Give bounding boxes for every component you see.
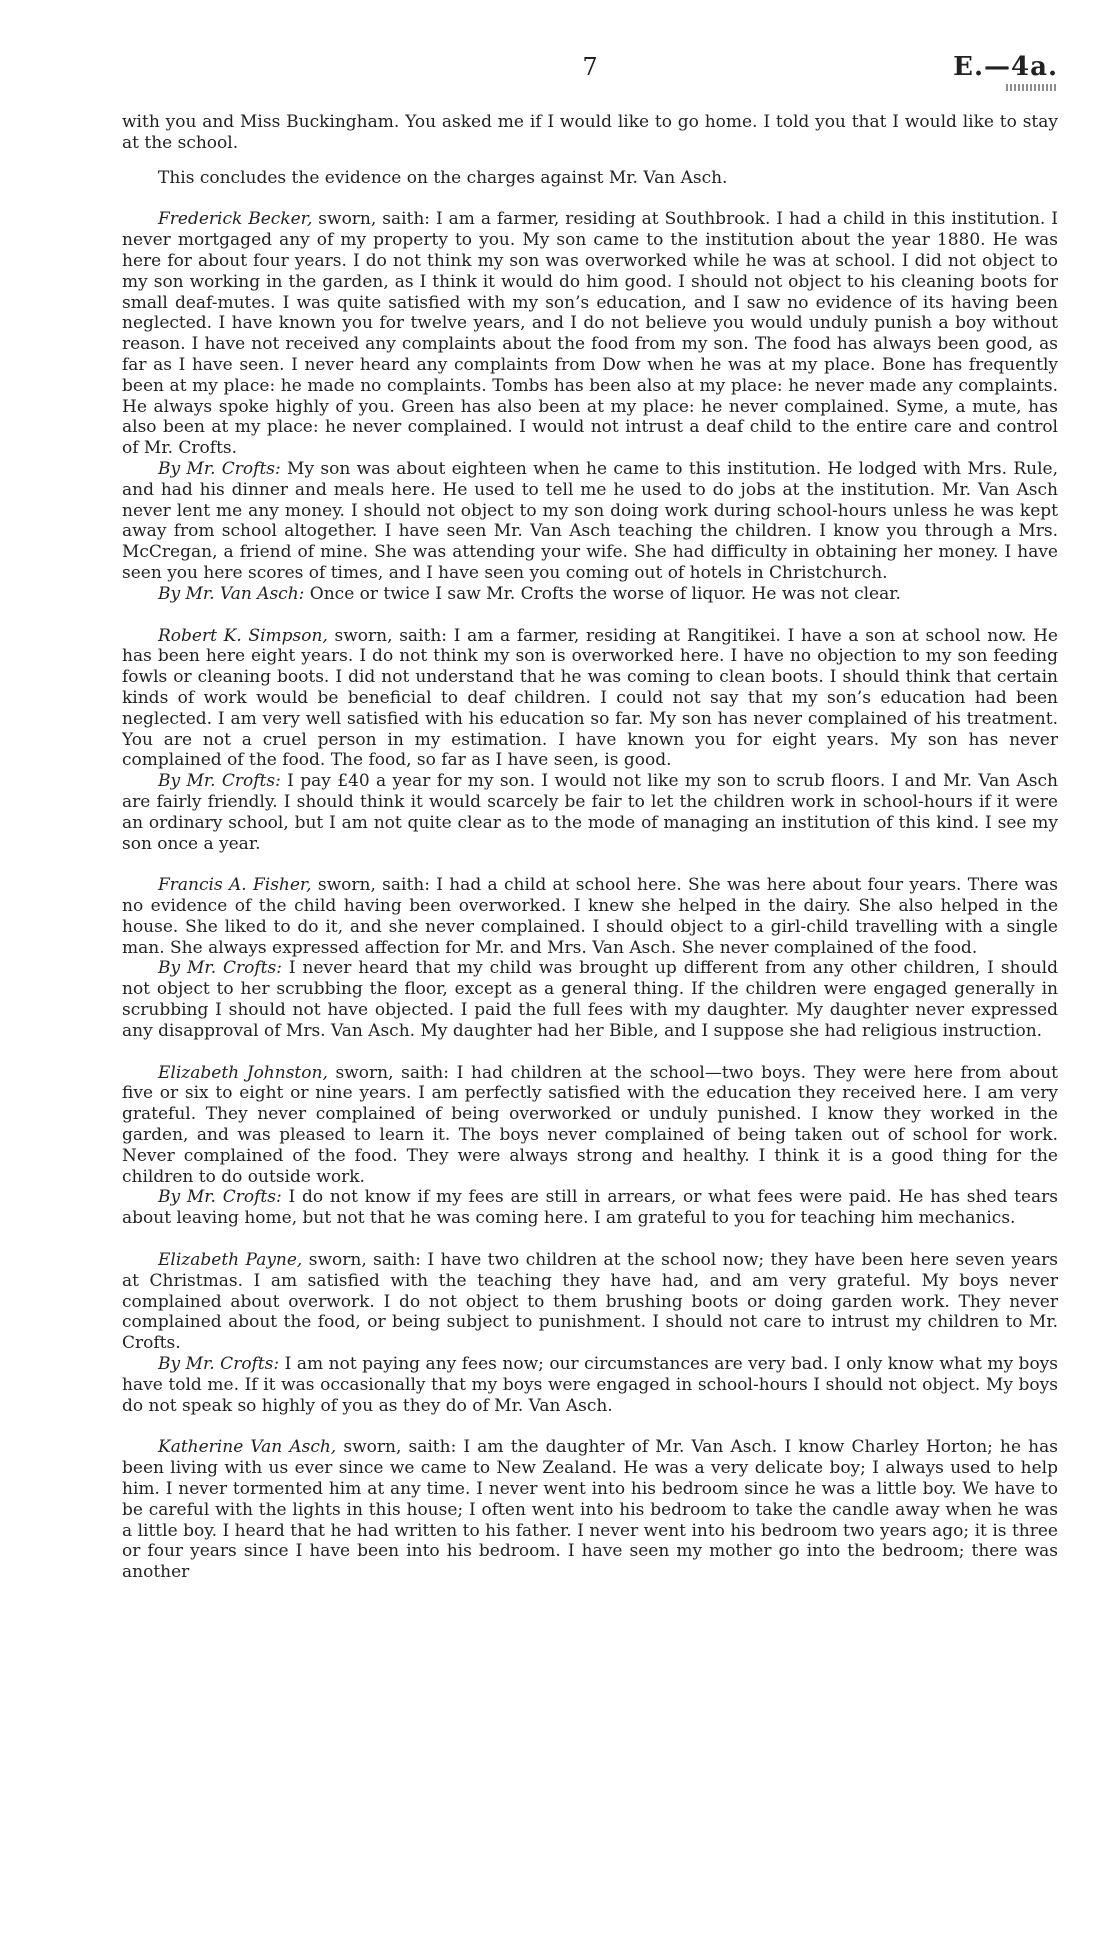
- witness-name: Elizabeth Payne,: [158, 1250, 303, 1271]
- testimony-johnston: Elizabeth Johnston, sworn, saith: I had children at the school—two boys. They were here from about five or six to eight or nine years. I am perfectly satisfied with the education they received here. I am very grateful. They never complained of being overworked or unduly punished. I know they worked in the garden, and was pleased to learn it. The boys never complained of being taken out of school for work. Never complained of the food. They were always strong and healthy. I think it is a good thing for the children to do outside work.: [122, 1062, 1059, 1187]
- cross-examination: By Mr. Crofts: My son was about eighteen when he came to this institution. He lodged with Mrs. Rule, and had his dinner and meals here. He used to tell me he used to do jobs at the institution. Mr. Van Asch never lent me any money. I should not object to my son doing work during school-hours unless he was kept away from school altogether. I have seen Mr. Van Asch teaching the children. I know you through a Mrs. McCregan, a friend of mine. She was attending your wife. She had difficulty in obtaining her money. I have seen you here scores of times, and I have seen you coming out of hotels in Christchurch.: [122, 458, 1058, 583]
- testimony-van-asch: Katherine Van Asch, sworn, saith: I am the daughter of Mr. Van Asch. I know Charley Horton; he has been living with us ever since we came to New Zealand. He was a very delicate boy; I always used to help him. I never tormented him at any time. I never went into his bedroom since he was a little boy. We have to be careful with the lights in this house; I often went into his bedroom to take the candle away when he was a little boy. I heard that he had written to his father. I never went into his bedroom two years ago; it is three or four years since I have been into his bedroom. I have seen my mother go into the bedroom; there was another: [122, 1437, 1058, 1583]
- witness-name: Francis A. Fisher,: [158, 875, 312, 896]
- printer-mark: [1006, 84, 1056, 91]
- cross-examination: By Mr. Van Asch: Once or twice I saw Mr. Crofts the worse of liquor. He was not clear.: [158, 583, 901, 604]
- examiner-label: By Mr. Van Asch:: [158, 583, 305, 604]
- page-header: [122, 52, 1058, 92]
- document-reference: E.—4a.: [953, 52, 1058, 82]
- cross-examination: By Mr. Crofts: I do not know if my fees are still in arrears, or what fees were paid. He has shed tears about leaving home, but not that he was coming here. I am grateful to you for teaching him mechanics.: [122, 1187, 1058, 1229]
- examiner-label: By Mr. Crofts:: [158, 1354, 280, 1375]
- examiner-label: By Mr. Crofts:: [158, 958, 282, 979]
- paragraph-continuation: with you and Miss Buckingham. You asked me if I would like to go home. I told you that I would like to stay at the school.: [122, 112, 1058, 153]
- cross-examination: By Mr. Crofts: I never heard that my child was brought up different from any other children, I should not object to her scrubbing the floor, except as a general thing. If the children were engaged generally in scrubbing I should not have objected. I paid the full fees with my daughter. My daughter never expressed any disapproval of Mrs. Van Asch. My daughter had her Bible, and I suppose she had religious instruction.: [122, 958, 1058, 1041]
- body-text: [122, 112, 1058, 1583]
- testimony-payne: Elizabeth Payne, sworn, saith: I have two children at the school now; they have been here seven years at Christmas. I am satisfied with the teaching they have had, and am very grateful. My boys never complained about overwork. I do not object to them brushing boots or doing garden work. They never complained about the food, or being subject to punishment. I should not care to intrust my children to Mr. Crofts.: [122, 1250, 1058, 1354]
- testimony-becker: Frederick Becker, sworn, saith: I am a farmer, residing at Southbrook. I had a child in this institution. I never mortgaged any of my property to you. My son came to the institution about the year 1880. He was here for about four years. I do not think my son was overworked while he was at school. I did not object to my son working in the garden, as I think it would do him good. I should not object to his cleaning boots for small deaf-mutes. I was quite satisfied with my son’s education, and I saw no evidence of its having been neglected. I have known you for twelve years, and I do not believe you would unduly punish a boy without reason. I have not received any complaints about the food from my son. The food has always been good, as far as I have seen. I never heard any complaints from Dow when he was at my place. Bone has frequently been at my place: he made no complaints. Tombs has been also at my place: he never made any complaints. He always spoke highly of you. Green has also been at my place: he never complained. Syme, a mute, has also been at my place: he never complained. I would not intrust a deaf child to the entire care and control of Mr. Crofts.: [122, 209, 1058, 459]
- witness-name: Robert K. Simpson,: [158, 625, 328, 646]
- testimony-simpson: Robert K. Simpson, sworn, saith: I am a farmer, residing at Rangitikei. I have a son at school now. He has been here eight years. I do not think my son is overworked here. I have no objection to my son feeding fowls or cleaning boots. I did not understand that he was coming to clean boots. I should think that certain kinds of work would be beneficial to deaf children. I could not say that my son’s education had been neglected. I am very well satisfied with his education so far. My son has never complained of his treatment. You are not a cruel person in my estimation. I have known you for eight years. My son has never complained of the food. The food, so far as I have seen, is good.: [122, 625, 1058, 771]
- cross-examination: By Mr. Crofts: I pay £40 a year for my son. I would not like my son to scrub floors. I and Mr. Van Asch are fairly friendly. I should think it would scarcely be fair to let the children work in school-hours if it were an ordinary school, but I am not quite clear as to the mode of managing an institution of this kind. I see my son once a year.: [122, 771, 1058, 854]
- witness-name: Elizabeth Johnston,: [158, 1062, 328, 1083]
- examiner-label: By Mr. Crofts:: [158, 771, 281, 792]
- witness-name: Frederick Becker,: [158, 209, 313, 230]
- testimony-fisher: Francis A. Fisher, sworn, saith: I had a child at school here. She was here about four years. There was no evidence of the child having been overworked. I knew she helped in the dairy. She also helped in the house. She liked to do it, and she never complained. I should object to a girl-child travelling with a single man. She always expressed affection for Mr. and Mrs. Van Asch. She never complained of the food.: [122, 875, 1058, 958]
- page-number: 7: [582, 53, 598, 81]
- paragraph-conclusion: This concludes the evidence on the charges against Mr. Van Asch.: [158, 167, 728, 188]
- witness-name: Katherine Van Asch,: [158, 1437, 337, 1458]
- cross-examination: By Mr. Crofts: I am not paying any fees now; our circumstances are very bad. I only know what my boys have told me. If it was occasionally that my boys were engaged in school-hours I should not object. My boys do not speak so highly of you as they do of Mr. Van Asch.: [122, 1354, 1059, 1416]
- examiner-label: By Mr. Crofts:: [158, 1187, 282, 1208]
- examiner-label: By Mr. Crofts:: [158, 458, 281, 479]
